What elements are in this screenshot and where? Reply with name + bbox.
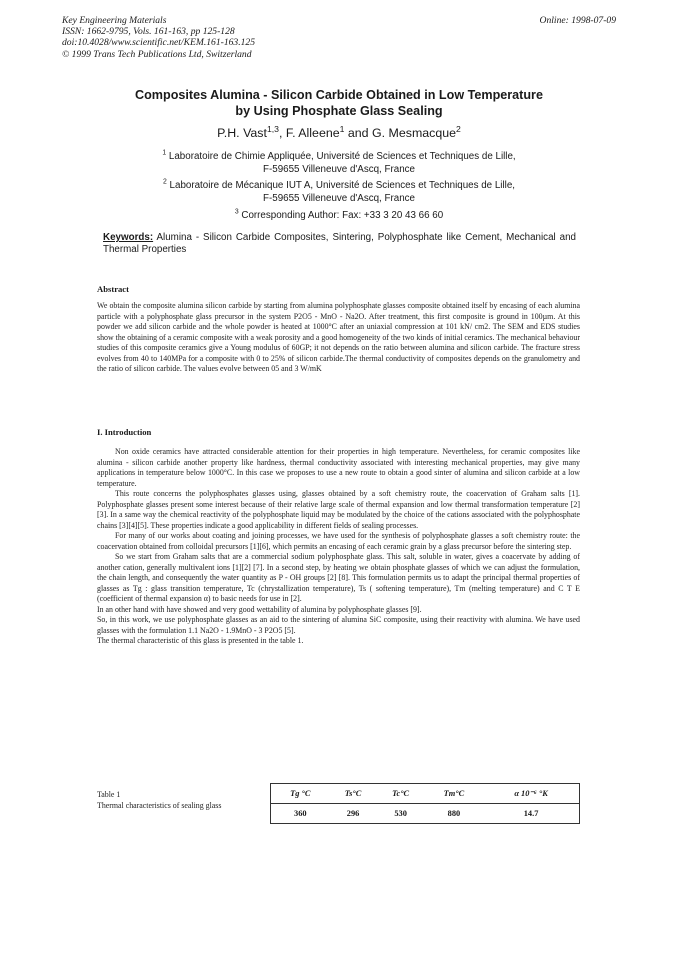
table-cell: 14.7 — [483, 804, 579, 824]
affil-mark: 3 — [234, 208, 239, 216]
journal-name: Key Engineering Materials — [62, 15, 167, 26]
author-separator: , — [279, 126, 286, 140]
author-name: F. Alleene — [285, 126, 340, 140]
affil-line: Laboratoire de Chimie Appliquée, Université de Sciences et Techniques de Lille, — [168, 151, 516, 162]
affiliation-1 — [80, 151, 598, 176]
table-header-cell: Tm°C — [425, 784, 483, 804]
keywords-label: Keywords: — [103, 232, 154, 243]
table-title: Thermal characteristics of sealing glass — [97, 800, 222, 810]
affiliation-2 — [80, 180, 598, 205]
table-caption — [97, 790, 221, 811]
corresponding-author — [80, 210, 598, 223]
keywords-text: Alumina - Silicon Carbide Composites, Sintering, Polyphosphate like Cement, Mechanical and Thermal Properties — [103, 232, 576, 255]
issn-line: ISSN: 1662-9795, Vols. 161-163, pp 125-128 — [62, 26, 235, 38]
author-affil-mark: 2 — [456, 123, 461, 134]
paragraph: For many of our works about coating and joining processes, we have used for the synthesis of polyphosphate glasses a soft chemistry route: the coacervation obtained from colloidal precursors [1][6], which permits an encasing of each ceramic grain by a glass precursor before the sintering step. — [97, 531, 580, 551]
journal-header — [62, 15, 255, 60]
author-name: P.H. Vast — [217, 126, 267, 140]
keywords-block — [103, 232, 576, 256]
online-date: Online: 1998-07-09 — [539, 15, 616, 26]
author-separator: and — [344, 126, 373, 140]
affil-line: F-59655 Villeneuve d'Ascq, France — [263, 192, 415, 204]
paragraph: The thermal characteristic of this glass is presented in the table 1. — [97, 636, 304, 645]
author-affil-mark: 1 — [339, 123, 345, 134]
paragraph: In an other hand with have showed and very good wettability of alumina by polyphosphate glasses [9]. — [97, 604, 422, 614]
table-cell: 880 — [425, 804, 483, 824]
paragraph: Non oxide ceramics have attracted considerable attention for their properties in high temperature. Nevertheless, for ceramic composites like alumina - silicon carbide another property like hardness, thermal conductivity associated with interesting mechanical properties, may give many applications in temperature below 1000°C. In this case we proposes to use a new route to obtain a good sinter of alumina and silicon carbide at a low temperature. — [97, 447, 580, 488]
table-cell: 296 — [330, 804, 377, 824]
table-header-cell: Tg °C — [271, 784, 330, 804]
affil-line: Laboratoire de Mécanique IUT A, Université de Sciences et Techniques de Lille, — [169, 180, 516, 191]
table-header-cell: α 10⁻⁶ °K — [483, 784, 579, 804]
author-affil-mark: 1,3 — [266, 123, 279, 134]
table-row — [271, 804, 580, 824]
affil-mark: 2 — [162, 178, 167, 186]
table-cell: 360 — [271, 804, 330, 824]
table-label: Table 1 — [97, 790, 121, 799]
title-line-2: by Using Phosphate Glass Sealing — [235, 103, 443, 118]
abstract-text: We obtain the composite alumina silicon carbide by starting from alumina polyphosphate glasses composite obtained itself by encasing of each alumina particle with a polyphosphate glass precursor in the system P2O5 - MnO - Na2O. After treatment, this first composite is ground in 100µm. At this powder we add silicon carbide and the whole powder is heated at 1000°C after an uniaxial compression at 101 kN/ cm2. The SEM and EDS studies show the obtaining of a ceramic composite with a weak porosity and a good homogeneity of the two kinds of initial ceramics. The mechanical behaviour studies of this composite ceramics give a Young modulus of 60GP; it not depends on the ratio between alumina and silicon carbide. The fracture stress evolves from 40 to 140MPa for a composite with 0 to 25% of silicon carbide.The thermal conductivity of composites depends on the granulometry and the ratio of silicon carbide. The values evolve between 05 and 3 W/mK — [97, 301, 580, 373]
copyright-line: © 1999 Trans Tech Publications Ltd, Switzerland — [62, 48, 252, 60]
table-header-row — [271, 784, 580, 804]
paragraph: So, in this work, we use polyphosphate glasses as an aid to the sintering of alumina SiC composite, using their reactivity with alumina. We have used glasses with the formulation 1.1 Na2O - 1.9MnO - 3 P2O5 [5]. — [97, 615, 580, 635]
introduction-body — [97, 447, 580, 647]
doi-line: doi:10.4028/www.scientific.net/KEM.161-163.125 — [62, 37, 256, 49]
affil-line: Corresponding Author: Fax: +33 3 20 43 66 60 — [241, 210, 444, 221]
author-name: G. Mesmacque — [372, 126, 457, 140]
paragraph: So we start from Graham salts that are a commercial sodium polyphosphate glass. This salt, soluble in water, gives a coacervate by adding of another cation, generally multivalent ions [1][2] [7]. In a second step, by heating we obtain phosphate glasses of which we can adjust the formulation, the chain length, and consequently the water quantity as P - OH groups [2] [8]. This formulation permits us to adapt the principal thermal properties of glasses as Tg : glass transition temperature, Tc (chrystallization temperature), Ts ( softening temperature), Tm (melting temperature) and C T E (coefficient of thermal expansion α) to basic needs for use in [2]. — [97, 552, 580, 603]
table-cell: 530 — [377, 804, 425, 824]
abstract-heading: Abstract — [97, 284, 129, 294]
table-header-cell: Tc°C — [377, 784, 425, 804]
affil-line: F-59655 Villeneuve d'Ascq, France — [263, 163, 415, 175]
paragraph: This route concerns the polyphosphates glasses using, glasses obtained by a soft chemistry route, the coacervation of Graham salts [1]. Polyphosphate glasses present some interest because of their relative large scale of thermal expansion and low thermal transformation temperature [2][3]. In a same way the chemical reactivity of the polyphosphate liquid may be modulated by the choice of the cations associated with the polyphosphate chains [3][4][5]. These properties indicate a good applicability in different fields of sealing processes. — [97, 489, 580, 530]
thermal-properties-table — [270, 783, 580, 824]
introduction-heading: I. Introduction — [97, 427, 152, 437]
paper-title — [80, 88, 598, 119]
title-line-1: Composites Alumina - Silicon Carbide Obtained in Low Temperature — [135, 88, 543, 102]
author-list — [80, 123, 598, 140]
table-header-cell: Ts°C — [330, 784, 377, 804]
affil-mark: 1 — [162, 149, 167, 157]
